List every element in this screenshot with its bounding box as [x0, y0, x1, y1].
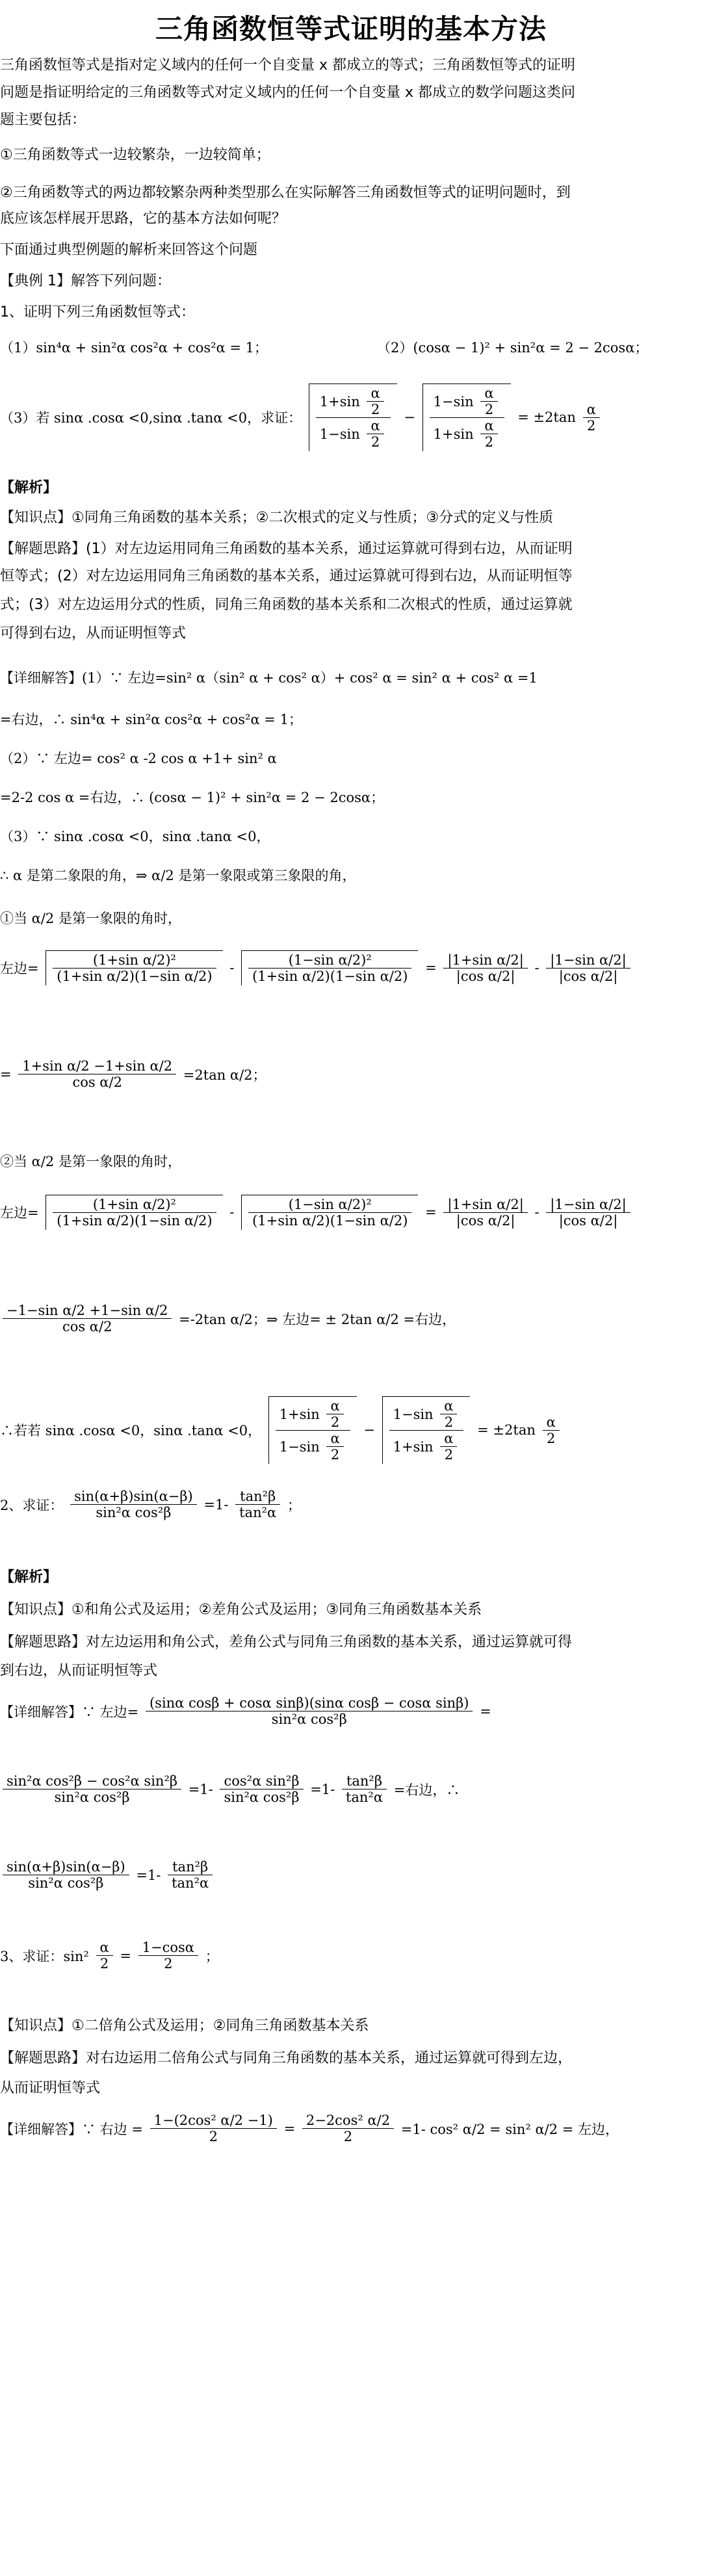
half-angle — [326, 1398, 343, 1430]
radical — [241, 950, 418, 985]
fraction — [235, 1489, 280, 1520]
minus-sign: − — [404, 410, 415, 425]
intro-line: 问题是指证明给定的三角函数等式对定义域内的任何一个自变量 x 都成立的数学问题这类问 — [0, 85, 576, 101]
denominator: 2 — [99, 1956, 109, 1971]
detail-2-conclusion — [0, 1859, 696, 1924]
radical-right — [382, 1396, 471, 1464]
fraction — [18, 1058, 176, 1090]
denominator: 2 — [209, 2129, 218, 2144]
minus-sign: - — [229, 960, 235, 976]
solution-idea: 恒等式；(2）对左边运用同角三角函数的基本关系，通过运算就可得到右边，从而证明恒等 — [0, 568, 573, 584]
part3-condition: （3）若 sinα .cosα <0,sinα .tanα <0，求证： — [0, 410, 302, 426]
detail-label: 【详细解答】∵ 右边 = — [0, 2121, 143, 2137]
result-text: =-2tan α/2；⇒ 左边= ± 2tan α/2 =右边， — [179, 1311, 456, 1327]
numerator: (1+sin α/2)² — [53, 1197, 216, 1213]
analysis-heading: 【解析】 — [0, 1569, 58, 1585]
denominator — [276, 1431, 350, 1463]
denominator — [430, 418, 504, 450]
fraction — [53, 952, 216, 984]
fraction — [248, 1197, 411, 1229]
problem-label: 2、求证： — [0, 1497, 64, 1513]
tail-text: =1- cos² α/2 = sin² α/2 = 左边， — [400, 2121, 619, 2137]
denominator: 2 — [444, 1447, 454, 1463]
page-title: 三角函数恒等式证明的基本方法 — [155, 13, 547, 45]
numerator: tan²β — [342, 1773, 387, 1789]
numerator: α — [326, 1431, 343, 1447]
denominator: sin²α cos²β — [271, 1711, 347, 1727]
numerator: α — [583, 402, 600, 418]
knowledge-point: 【知识点】①二倍角公式及运用；②同角三角函数基本关系 — [0, 2018, 369, 2034]
equation-part1: （1）sin⁴α + sin²α cos²α + cos²α = 1； — [0, 340, 268, 356]
equals-sign: = — [425, 1204, 437, 1220]
fraction — [3, 1303, 172, 1334]
problem-statement: 1、证明下列三角函数恒等式： — [0, 304, 195, 320]
numerator: tan²β — [235, 1489, 280, 1505]
denominator: 2 — [330, 1414, 340, 1430]
half-angle — [543, 1414, 560, 1446]
text: 1−sin — [279, 1438, 320, 1455]
denominator: tan²α — [172, 1875, 209, 1891]
equals-sign: = — [283, 2120, 296, 2137]
solution-idea: 式；(3）对左边运用分式的性质，同角三角函数的基本关系和二次根式的性质，通过运算就 — [0, 597, 573, 613]
denominator: 2 — [330, 1447, 340, 1463]
half-angle — [367, 385, 384, 417]
rhs-text: = ±2tan — [477, 1422, 536, 1438]
denominator: |cos α/2| — [456, 1212, 515, 1229]
denominator: |cos α/2| — [558, 1212, 618, 1229]
half-angle — [367, 418, 384, 450]
denominator: 2 — [484, 402, 494, 417]
detail-2-head — [0, 1695, 696, 1760]
conclusion-text: ∴若若 sinα .cosα <0，sinα .tanα <0， — [0, 1423, 262, 1438]
intro-line: 下面通过典型例题的解析来回答这个问题 — [0, 242, 258, 258]
fraction — [138, 1940, 198, 1971]
numerator: 1−(2cos² α/2 −1) — [150, 2113, 277, 2129]
rhs-text: = — [120, 1947, 131, 1964]
denominator: 2 — [587, 417, 596, 434]
denominator — [389, 1431, 464, 1463]
fraction — [430, 385, 504, 450]
denominator: cos α/2 — [72, 1074, 122, 1090]
radical-left — [309, 384, 397, 451]
end-punct: ； — [205, 1948, 219, 1964]
detail-line: =右边，∴ sin⁴α + sin²α cos²α + cos²α = 1； — [0, 712, 302, 727]
rhs-text: = ±2tan — [517, 410, 576, 425]
fraction — [146, 1695, 473, 1727]
fraction — [168, 1859, 213, 1891]
knowledge-point: 【知识点】①同角三角函数的基本关系；②二次根式的定义与性质；③分式的定义与性质 — [0, 510, 554, 526]
fraction — [389, 1398, 464, 1463]
half-angle — [96, 1940, 113, 1971]
fraction — [3, 1773, 181, 1805]
intro-line: ①三角函数等式一边较繁杂，一边较简单； — [0, 147, 270, 163]
case2-result — [0, 1303, 696, 1381]
detail-line: （3）∵ sinα .cosα <0，sinα .tanα <0， — [0, 829, 270, 844]
numerator: cos²α sin²β — [220, 1773, 303, 1789]
case2-expression — [0, 1195, 696, 1286]
detail-label: 【详细解答】∵ 左边= — [0, 1704, 139, 1720]
minus-sign: - — [229, 1204, 235, 1220]
tail-text: =右边，∴ — [393, 1782, 460, 1798]
text: 1+sin — [279, 1406, 320, 1422]
half-angle — [440, 1431, 457, 1463]
solution-idea: 【解题思路】对左边运用和角公式，差角公式与同角三角函数的基本关系，通过运算就可得 — [0, 1634, 573, 1650]
denominator: tan²α — [345, 1789, 384, 1805]
fraction — [443, 1197, 527, 1229]
lhs-label: 左边= — [0, 961, 39, 976]
solution-idea: 从而证明恒等式 — [0, 2080, 101, 2096]
numerator: 2−2cos² α/2 — [302, 2113, 394, 2129]
denominator: |cos α/2| — [558, 968, 618, 984]
rhs-text: =1- — [188, 1781, 213, 1797]
numerator: α — [367, 385, 384, 402]
lhs-label: 左边= — [0, 1205, 39, 1221]
numerator — [316, 385, 391, 418]
text: 1+sin — [393, 1438, 434, 1455]
solution-idea: 可得到右边，从而证明恒等式 — [0, 625, 187, 642]
fraction — [248, 952, 411, 984]
case1-result — [0, 1058, 696, 1136]
case1-expression — [0, 950, 696, 1041]
text: 1+sin — [433, 426, 474, 442]
denominator: 2 — [444, 1414, 454, 1430]
fraction — [150, 2113, 277, 2144]
result-text: =2tan α/2； — [183, 1067, 266, 1083]
denominator: (1+sin α/2)(1−sin α/2) — [252, 969, 408, 984]
detail-line: ①当 α/2 是第一象限的角时， — [0, 911, 181, 926]
denominator: tan²α — [239, 1505, 277, 1520]
fraction — [546, 1197, 630, 1229]
numerator: tan²β — [168, 1859, 213, 1875]
minus-sign: - — [534, 1204, 540, 1220]
text: 1−sin — [393, 1406, 434, 1422]
denominator: 2 — [546, 1430, 556, 1446]
half-angle — [326, 1431, 343, 1463]
numerator: (1−sin α/2)² — [248, 952, 411, 969]
equals-sign: = — [425, 960, 437, 976]
rhs-text: =1- — [203, 1496, 229, 1513]
numerator: |1+sin α/2| — [443, 952, 527, 969]
fraction — [276, 1398, 350, 1463]
detail-3 — [0, 2113, 696, 2184]
numerator: |1+sin α/2| — [443, 1197, 527, 1213]
equals-sign: = — [0, 1066, 12, 1082]
conclusion-1 — [0, 1396, 696, 1474]
half-angle — [480, 385, 497, 417]
numerator: (sinα cosβ + cosα sinβ)(sinα cosβ − cosα sinβ) — [146, 1695, 473, 1711]
intro-line: 三角函数恒等式是指对定义域内的任何一个自变量 x 都成立的等式；三角函数恒等式的证明 — [0, 57, 576, 73]
fraction — [443, 952, 527, 984]
denominator — [316, 418, 391, 450]
numerator: 1−cosα — [138, 1940, 198, 1956]
denominator: sin²α cos²β — [224, 1789, 300, 1805]
numerator: α — [367, 418, 384, 434]
intro-line: ②三角函数等式的两边都较繁杂两种类型那么在实际解答三角函数恒等式的证明问题时，到 — [0, 185, 571, 201]
fraction — [302, 2113, 394, 2144]
numerator: α — [326, 1398, 343, 1414]
rhs-text: =1- — [310, 1781, 335, 1797]
denominator: 2 — [370, 402, 380, 417]
numerator: α — [543, 1414, 560, 1431]
minus-sign: - — [534, 960, 540, 976]
solution-idea: 【解题思路】(1）对左边运用同角三角函数的基本关系，通过运算就可得到右边，从而证明 — [0, 541, 573, 557]
equation-part2: （2）(cosα − 1)² + sin²α = 2 − 2cosα； — [377, 340, 649, 356]
problem-2 — [0, 1489, 696, 1554]
numerator: α — [440, 1431, 457, 1447]
problem-label: 3、求证：sin² — [0, 1948, 89, 1964]
numerator: (1+sin α/2)² — [53, 952, 216, 969]
numerator: α — [440, 1398, 457, 1414]
detail-line: ∴ α 是第二象限的角，⇒ α/2 是第一象限或第三象限的角， — [0, 868, 356, 883]
rhs-text: =1- — [136, 1867, 161, 1883]
numerator — [430, 385, 504, 418]
radical-right — [422, 384, 511, 451]
numerator: α — [480, 418, 497, 434]
denominator: sin²α cos²β — [28, 1875, 104, 1891]
denominator: (1+sin α/2)(1−sin α/2) — [57, 969, 213, 984]
denominator: sin²α cos²β — [96, 1505, 172, 1520]
numerator — [389, 1398, 464, 1431]
text: 1+sin — [319, 393, 360, 410]
fraction — [220, 1773, 303, 1805]
numerator — [276, 1398, 350, 1431]
fraction — [316, 385, 391, 450]
numerator: α — [480, 385, 497, 402]
denominator: 2 — [370, 434, 380, 450]
fraction — [3, 1859, 129, 1891]
equals-sign: = — [480, 1703, 491, 1719]
denominator: 2 — [343, 2129, 353, 2144]
radical — [46, 1195, 222, 1230]
intro-line: 题主要包括： — [0, 112, 86, 128]
detail-line: =2-2 cos α =右边，∴ (cosα − 1)² + sin²α = 2 − 2cosα； — [0, 790, 385, 805]
denominator: |cos α/2| — [456, 968, 515, 984]
intro-line: 底应该怎样展开思路，它的基本方法如何呢？ — [0, 211, 287, 227]
detail-2-steps — [0, 1773, 696, 1838]
fraction — [70, 1489, 197, 1520]
numerator: −1−sin α/2 +1−sin α/2 — [3, 1303, 172, 1319]
half-angle — [583, 402, 600, 434]
numerator: sin²α cos²β − cos²α sin²β — [3, 1773, 181, 1789]
fraction — [53, 1197, 216, 1229]
numerator: (1−sin α/2)² — [248, 1197, 411, 1213]
numerator: |1−sin α/2| — [546, 952, 630, 969]
solution-idea: 到右边，从而证明恒等式 — [0, 1663, 158, 1679]
denominator: 2 — [164, 1956, 173, 1971]
radical — [46, 950, 222, 985]
denominator: cos α/2 — [62, 1319, 112, 1334]
denominator: (1+sin α/2)(1−sin α/2) — [252, 1213, 408, 1229]
minus-sign: − — [363, 1422, 375, 1438]
fraction — [546, 952, 630, 984]
fraction — [342, 1773, 387, 1805]
denominator: (1+sin α/2)(1−sin α/2) — [57, 1213, 213, 1229]
half-angle — [480, 418, 497, 450]
knowledge-point: 【知识点】①和角公式及运用；②差角公式及运用；③同角三角函数基本关系 — [0, 1602, 482, 1618]
half-angle — [440, 1398, 457, 1430]
denominator: 2 — [484, 434, 494, 450]
equation-part3 — [0, 384, 696, 462]
end-punct: ； — [287, 1497, 301, 1513]
problem-3 — [0, 1940, 696, 2005]
radical-left — [268, 1396, 357, 1464]
analysis-heading: 【解析】 — [0, 480, 58, 496]
numerator: 1+sin α/2 −1+sin α/2 — [18, 1058, 176, 1074]
numerator: sin(α+β)sin(α−β) — [70, 1489, 197, 1505]
denominator: sin²α cos²β — [54, 1789, 130, 1805]
numerator: α — [96, 1940, 113, 1956]
text: 1−sin — [433, 393, 474, 410]
text: 1−sin — [319, 426, 360, 442]
numerator: |1−sin α/2| — [546, 1197, 630, 1213]
detail-line: 【详细解答】(1）∵ 左边=sin² α（sin² α + cos² α）+ cos² α = sin² α + cos² α =1 — [0, 670, 538, 686]
solution-idea: 【解题思路】对右边运用二倍角公式与同角三角函数的基本关系，通过运算就可得到左边， — [0, 2050, 573, 2066]
example-heading: 【典例 1】解答下列问题： — [0, 273, 171, 289]
detail-line: ②当 α/2 是第一象限的角时， — [0, 1154, 181, 1169]
numerator: sin(α+β)sin(α−β) — [3, 1859, 129, 1875]
radical — [241, 1195, 418, 1230]
detail-line: （2）∵ 左边= cos² α -2 cos α +1+ sin² α — [0, 751, 277, 766]
